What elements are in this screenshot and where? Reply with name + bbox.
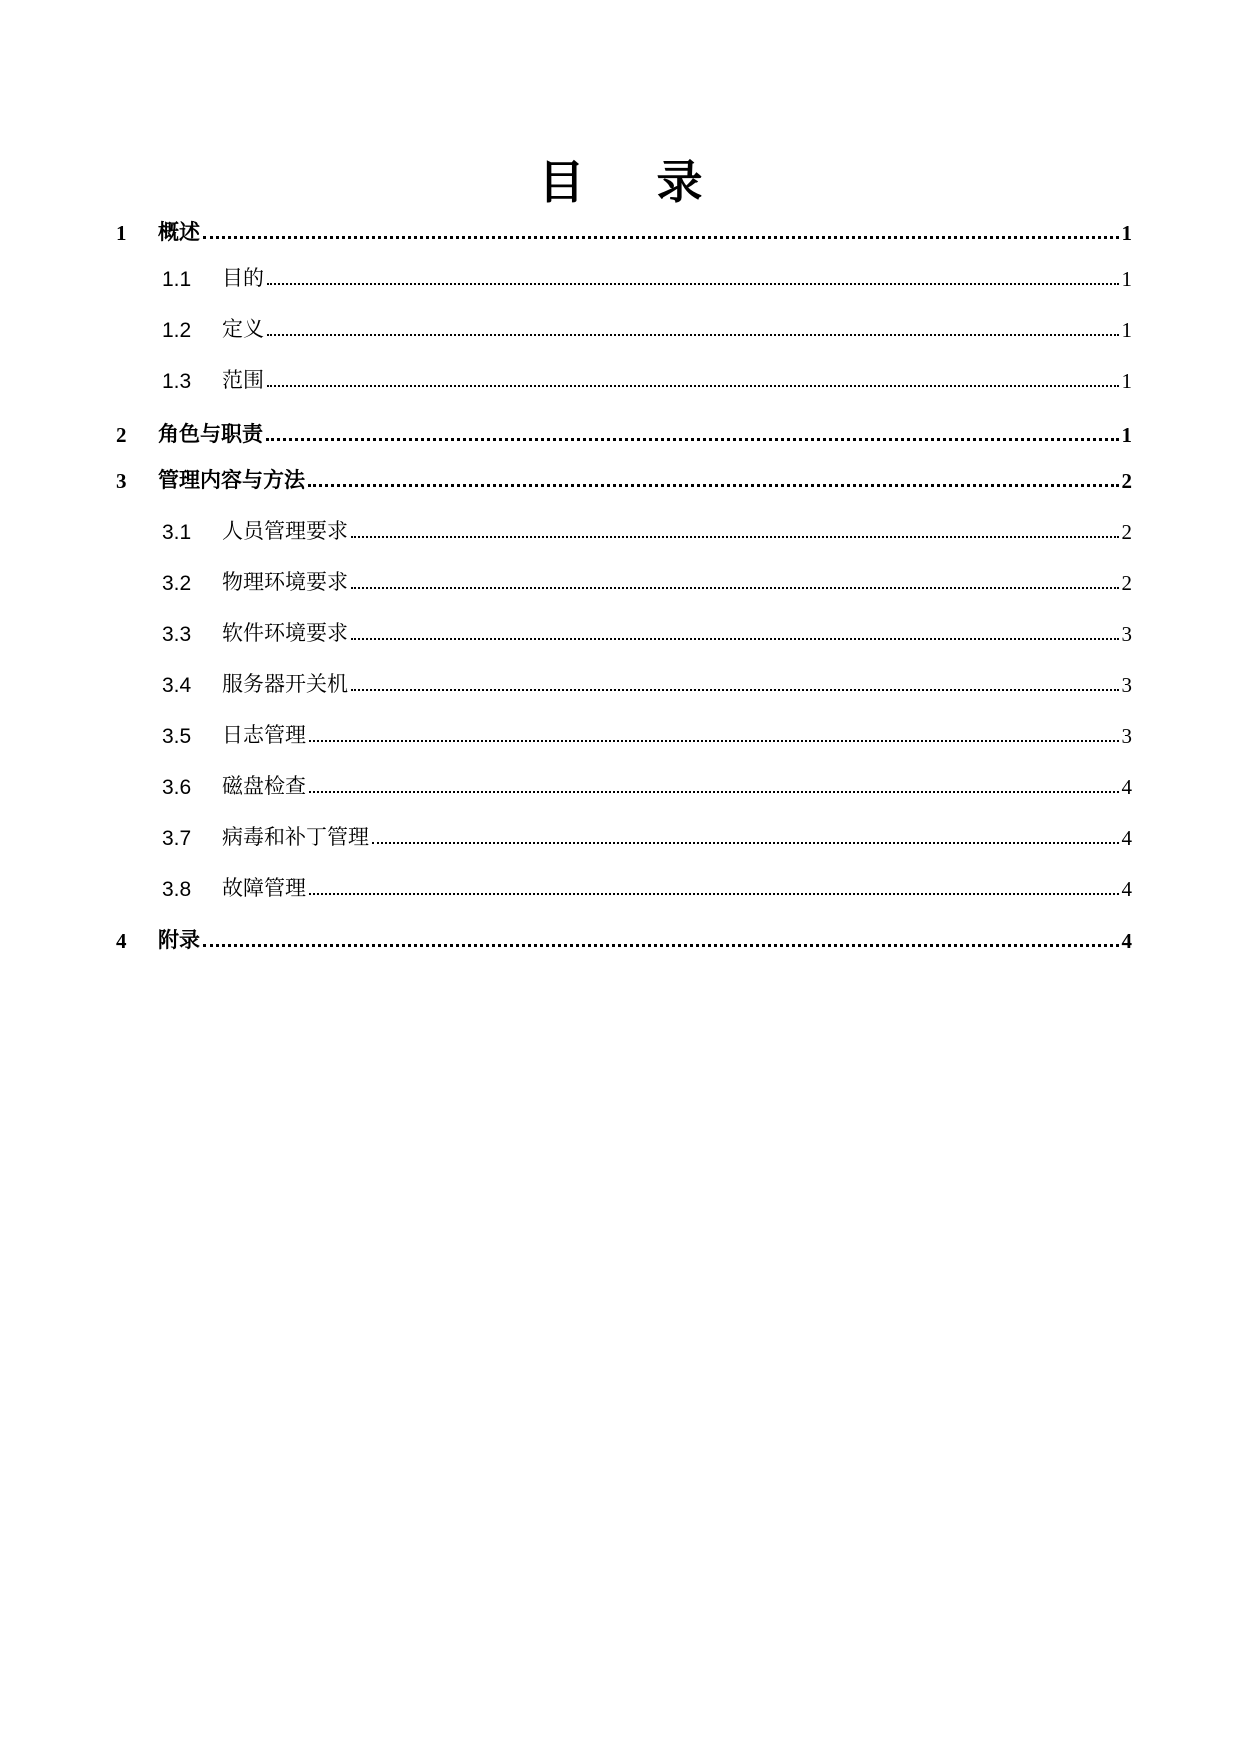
dot-leader — [351, 587, 1119, 589]
dot-leader — [203, 944, 1119, 947]
toc-entry-label: 目的 — [222, 266, 264, 290]
dot-leader — [351, 638, 1119, 640]
toc-entry-number: 3.7 — [162, 827, 192, 850]
toc-entry-label: 病毒和补丁管理 — [222, 825, 369, 849]
toc-entry-number: 3.1 — [162, 521, 192, 544]
dot-leader — [203, 236, 1119, 239]
toc-entry-label: 磁盘检查 — [222, 774, 306, 798]
toc-entry-label: 管理内容与方法 — [158, 467, 305, 492]
toc-entry-label: 日志管理 — [222, 723, 306, 747]
toc-entry-number: 1.1 — [162, 268, 192, 291]
toc-entry-label: 服务器开关机 — [222, 672, 348, 696]
toc-entry-number: 3.8 — [162, 878, 192, 901]
dot-leader — [309, 791, 1119, 793]
toc-entry-number: 3 — [116, 469, 127, 493]
toc-entry-page: 4 — [1121, 775, 1132, 799]
toc-entry-page: 4 — [1121, 826, 1132, 850]
toc-entry[interactable] — [162, 309, 1132, 343]
toc-entry[interactable] — [162, 664, 1132, 698]
toc-entry[interactable] — [162, 511, 1132, 545]
dot-leader — [309, 893, 1119, 895]
toc-entry[interactable] — [116, 414, 1132, 448]
toc-entry-number: 1.2 — [162, 319, 192, 342]
toc-entry[interactable] — [116, 920, 1132, 954]
toc-entry-label: 定义 — [222, 317, 264, 341]
toc-entry-label: 故障管理 — [222, 876, 306, 900]
toc-entry-number: 3.3 — [162, 623, 192, 646]
toc-entry[interactable] — [162, 817, 1132, 851]
toc-entry[interactable] — [162, 360, 1132, 394]
toc-entry-number: 3.6 — [162, 776, 192, 799]
toc-entry-number: 1.3 — [162, 370, 192, 393]
toc-entry[interactable] — [116, 460, 1132, 494]
toc-entry-page: 1 — [1121, 267, 1132, 291]
toc-entry[interactable] — [162, 868, 1132, 902]
toc-title: 目 录 — [538, 155, 731, 209]
toc-entry-number: 2 — [116, 423, 127, 447]
toc-entry[interactable] — [162, 258, 1132, 292]
dot-leader — [267, 334, 1119, 336]
toc-entry-number: 3.4 — [162, 674, 192, 697]
toc-entry-label: 附录 — [158, 927, 200, 952]
dot-leader — [351, 536, 1119, 538]
toc-entry-label: 软件环境要求 — [222, 621, 348, 645]
toc-entry-page: 1 — [1121, 221, 1132, 245]
toc-entry-page: 1 — [1121, 369, 1132, 393]
toc-entry-page: 2 — [1121, 469, 1132, 493]
toc-entry[interactable] — [162, 562, 1132, 596]
toc-entry[interactable] — [162, 766, 1132, 800]
toc-entry-label: 范围 — [222, 368, 264, 392]
toc-entry-page: 4 — [1121, 929, 1132, 953]
dot-leader — [372, 842, 1119, 844]
toc-entry-page: 3 — [1121, 622, 1132, 646]
toc-entry-label: 概述 — [158, 219, 200, 244]
toc-entry-page: 1 — [1121, 318, 1132, 342]
toc-entry-page: 2 — [1121, 571, 1132, 595]
toc-entry-label: 角色与职责 — [158, 421, 263, 446]
toc-entry[interactable] — [162, 715, 1132, 749]
toc-entry-label: 人员管理要求 — [222, 519, 348, 543]
toc-entry[interactable] — [116, 212, 1132, 246]
toc-entry-number: 4 — [116, 929, 127, 953]
toc-entry-number: 1 — [116, 221, 127, 245]
toc-entry-page: 3 — [1121, 724, 1132, 748]
toc-entry[interactable] — [162, 613, 1132, 647]
dot-leader — [309, 740, 1119, 742]
dot-leader — [267, 283, 1119, 285]
toc-entry-number: 3.5 — [162, 725, 192, 748]
toc-entry-page: 1 — [1121, 423, 1132, 447]
toc-entry-page: 4 — [1121, 877, 1132, 901]
dot-leader — [266, 438, 1119, 441]
toc-entry-label: 物理环境要求 — [222, 570, 348, 594]
dot-leader — [267, 385, 1119, 387]
toc-entry-number: 3.2 — [162, 572, 192, 595]
dot-leader — [351, 689, 1119, 691]
dot-leader — [308, 484, 1119, 487]
toc-entry-page: 3 — [1121, 673, 1132, 697]
toc-entry-page: 2 — [1121, 520, 1132, 544]
